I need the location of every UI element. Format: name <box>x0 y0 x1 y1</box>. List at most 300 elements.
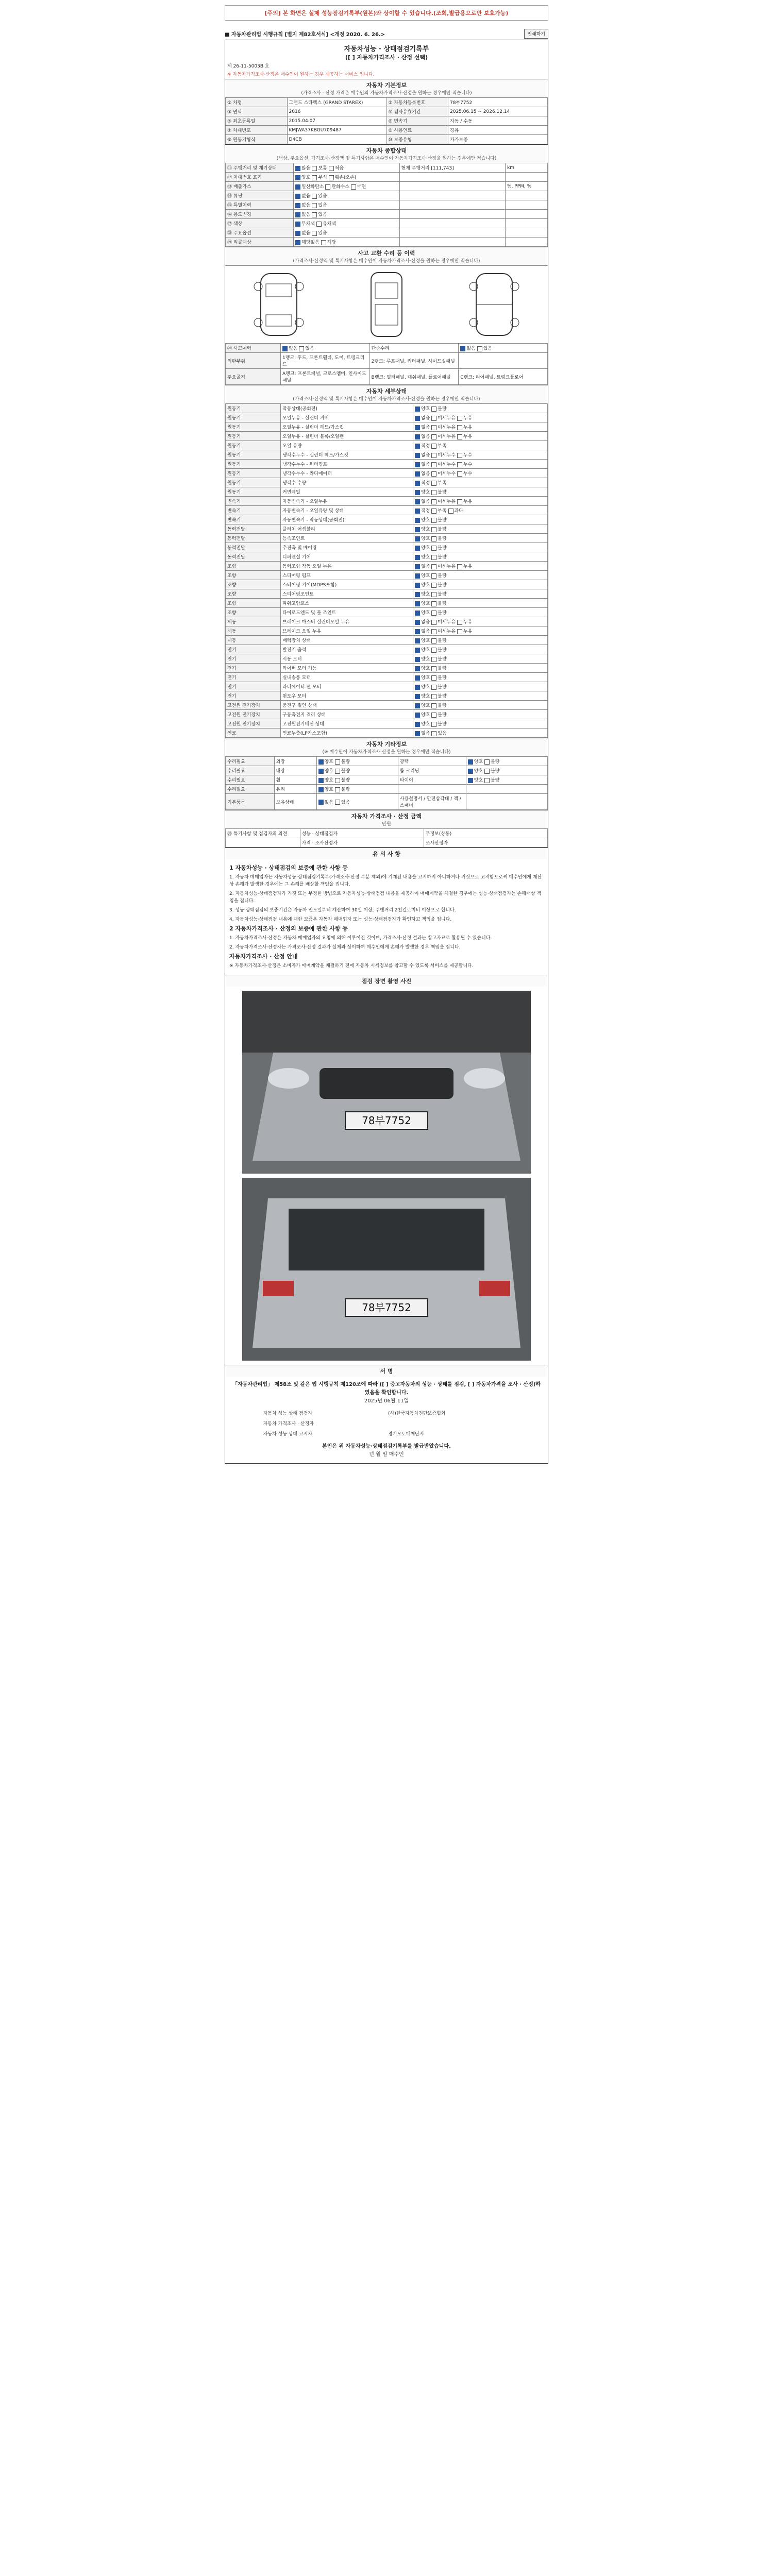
plate-front: 78부7752 <box>362 1114 411 1127</box>
detail-item: 와이퍼 모터 기능 <box>281 664 413 673</box>
checkbox-icon[interactable] <box>457 629 462 634</box>
detail-item: 자동변속기 - 오일누유 <box>281 497 413 506</box>
checkbox-icon[interactable] <box>321 240 326 245</box>
status-unit <box>506 219 548 228</box>
checkbox-icon[interactable] <box>415 638 420 643</box>
option-label: 없음 <box>421 416 432 421</box>
option-label: 양호 <box>421 536 432 541</box>
detail-group: 제동 <box>226 636 281 645</box>
checkbox-icon[interactable] <box>415 425 420 430</box>
checkbox-icon[interactable] <box>431 722 436 727</box>
detail-options <box>413 673 548 682</box>
checkbox-icon[interactable] <box>295 203 300 208</box>
desc-heading-3: 자동차가격조사 · 산정 안내 <box>229 953 298 960</box>
red-note: ※ 자동차가격조사·산정은 매수인이 원하는 경우 제공하는 서비스 입니다. <box>227 72 375 77</box>
checkbox-icon[interactable] <box>431 703 436 708</box>
checkbox-icon[interactable] <box>431 434 436 439</box>
detail-group: 변속기 <box>226 506 281 515</box>
status-label: ⑯ 용도변경 <box>226 210 294 219</box>
table-row <box>226 589 548 599</box>
checkbox-icon[interactable] <box>431 666 436 671</box>
checkbox-icon[interactable] <box>457 416 462 421</box>
checkbox-icon[interactable] <box>431 611 436 616</box>
checkbox-icon[interactable] <box>415 509 420 514</box>
checkbox-icon[interactable] <box>415 453 420 458</box>
option-label: 미세누수 <box>438 471 457 477</box>
price-options <box>466 785 547 794</box>
status-unit <box>506 210 548 219</box>
option-label: 양호 <box>421 406 432 412</box>
field-value: 2015.04.07 <box>287 116 386 126</box>
checkbox-icon[interactable] <box>457 620 462 625</box>
form-meta <box>225 62 548 69</box>
detail-group: 변속기 <box>226 515 281 524</box>
section-title: 자동차 종합상태 <box>366 147 407 154</box>
checkbox-icon[interactable] <box>415 499 420 504</box>
detail-group: 전기 <box>226 691 281 701</box>
detail-options <box>413 608 548 617</box>
accident-label: 외판부위 <box>226 353 281 369</box>
detail-item: 작동상태(공회전) <box>281 404 413 413</box>
option-label: 양호 <box>324 759 335 765</box>
option-label: 불량 <box>438 555 447 560</box>
status-detail <box>399 191 506 200</box>
option-label: 훼손(오손) <box>334 175 357 180</box>
checkbox-icon[interactable] <box>415 546 420 551</box>
option-label: 누수 <box>463 462 473 467</box>
detail-options <box>413 645 548 654</box>
checkbox-icon[interactable] <box>431 425 436 430</box>
field-value: KMJWA37KBGU709487 <box>287 126 386 135</box>
checkbox-icon[interactable] <box>329 166 334 171</box>
table-row <box>226 524 548 534</box>
table-row <box>226 636 548 645</box>
status-options <box>294 191 400 200</box>
checkbox-icon[interactable] <box>415 722 420 727</box>
checkbox-icon[interactable] <box>325 184 330 190</box>
checkbox-icon[interactable] <box>431 592 436 597</box>
detail-options <box>413 469 548 478</box>
field-label: ⑧ 사용연료 <box>386 126 448 135</box>
checkbox-icon[interactable] <box>431 471 436 477</box>
price-item: 룸 크리닝 <box>398 766 466 775</box>
option-label: 없음 <box>421 499 432 504</box>
option-label: 매연 <box>357 184 366 190</box>
checkbox-icon[interactable] <box>431 444 436 449</box>
option-label: 양호 <box>301 175 312 180</box>
checkbox-icon[interactable] <box>415 666 420 671</box>
price-item: 타이어 <box>398 775 466 785</box>
option-label: 없음 <box>421 434 432 439</box>
section-description <box>225 848 548 859</box>
option-label: 없음 <box>421 425 432 430</box>
table-row <box>226 785 548 794</box>
checkbox-icon[interactable] <box>431 675 436 681</box>
checkbox-icon[interactable] <box>295 166 300 171</box>
option-label: 없음 <box>421 453 432 458</box>
option-label: 양호 <box>474 778 484 783</box>
detail-options <box>413 478 548 487</box>
table-row <box>226 682 548 691</box>
plate-rear: 78부7752 <box>362 1301 411 1314</box>
option-label: 무채색 <box>301 222 316 227</box>
checkbox-icon[interactable] <box>335 778 340 783</box>
detail-group: 연료 <box>226 728 281 738</box>
option-label: 없음 <box>466 346 477 351</box>
option-label: 불량 <box>491 769 500 774</box>
checkbox-icon[interactable] <box>431 462 436 467</box>
option-label: 양호 <box>421 722 432 727</box>
detail-options <box>413 413 548 422</box>
status-detail: 현재 주행거리 [111,743] <box>399 163 506 173</box>
checkbox-icon[interactable] <box>457 425 462 430</box>
checkbox-icon[interactable] <box>431 416 436 421</box>
checkbox-icon[interactable] <box>431 583 436 588</box>
option-label: 누수 <box>463 453 473 458</box>
option-label: 일산화탄소 <box>301 184 326 190</box>
checkbox-icon[interactable] <box>415 694 420 699</box>
price-item: 광택 <box>398 757 466 766</box>
checkbox-icon[interactable] <box>415 629 420 634</box>
detail-options <box>413 682 548 691</box>
table-row <box>226 794 548 810</box>
accident-rank: 2랭크: 루프패널, 쿼터패널, 사이드실패널 <box>369 353 459 369</box>
checkbox-icon[interactable] <box>318 759 324 765</box>
option-label: 양호 <box>421 601 432 606</box>
detail-options <box>413 654 548 664</box>
status-label: ⑲ 리콜대상 <box>226 238 294 247</box>
option-label: 누유 <box>463 499 473 504</box>
option-label: 부족 <box>438 444 447 449</box>
price-item <box>398 785 466 794</box>
checkbox-icon[interactable] <box>431 527 436 532</box>
checkbox-icon[interactable] <box>295 222 300 227</box>
detail-item: 스티어링 기어(MDPS포함) <box>281 580 413 589</box>
checkbox-icon[interactable] <box>431 555 436 560</box>
checkbox-icon[interactable] <box>335 800 340 805</box>
checkbox-icon[interactable] <box>468 778 473 783</box>
table-row <box>226 719 548 728</box>
table-row <box>226 571 548 580</box>
table-row <box>226 515 548 524</box>
checkbox-icon[interactable] <box>415 527 420 532</box>
checkbox-icon[interactable] <box>312 166 317 171</box>
checkbox-icon[interactable] <box>457 564 462 569</box>
detail-group: 원동기 <box>226 469 281 478</box>
checkbox-icon[interactable] <box>431 564 436 569</box>
checkbox-icon[interactable] <box>431 453 436 458</box>
field-label: ⑦ 차대번호 <box>226 126 288 135</box>
detail-table <box>225 403 548 738</box>
detail-group: 동력전달 <box>226 534 281 543</box>
checkbox-icon[interactable] <box>415 675 420 681</box>
table-row <box>226 757 548 766</box>
checkbox-icon[interactable] <box>457 499 462 504</box>
checkbox-icon[interactable] <box>468 759 473 765</box>
status-label: ⑪ 주행거리 및 계기상태 <box>226 163 294 173</box>
checkbox-icon[interactable] <box>295 212 300 217</box>
checkbox-icon[interactable] <box>295 240 300 245</box>
checkbox-icon[interactable] <box>335 759 340 765</box>
detail-item: 브레이크 오일 누유 <box>281 626 413 636</box>
checkbox-icon[interactable] <box>335 787 340 792</box>
option-label: 불량 <box>341 759 350 765</box>
checkbox-icon[interactable] <box>431 648 436 653</box>
checkbox-icon[interactable] <box>431 657 436 662</box>
checkbox-icon[interactable] <box>415 592 420 597</box>
table-row <box>226 369 548 385</box>
detail-options <box>413 543 548 552</box>
field-value: D4CB <box>287 135 386 144</box>
detail-item: 오일누유 - 실린더 커버 <box>281 413 413 422</box>
checkbox-icon[interactable] <box>431 629 436 634</box>
checkbox-icon[interactable] <box>468 769 473 774</box>
checkbox-icon[interactable] <box>431 731 436 736</box>
option-label: 불량 <box>341 787 350 792</box>
print-button[interactable]: 인쇄하기 <box>524 29 548 39</box>
sign-block <box>225 1377 548 1463</box>
table-row <box>226 432 548 441</box>
checkbox-icon[interactable] <box>415 555 420 560</box>
checkbox-icon[interactable] <box>415 573 420 579</box>
checkbox-icon[interactable] <box>484 769 490 774</box>
detail-group: 전기 <box>226 654 281 664</box>
checkbox-icon[interactable] <box>295 184 300 190</box>
table-row <box>226 353 548 369</box>
option-label: 미세누유 <box>438 564 457 569</box>
checkbox-icon[interactable] <box>431 499 436 504</box>
option-label: 불량 <box>438 638 447 643</box>
status-options <box>294 228 400 238</box>
price-item: 휠 <box>274 775 316 785</box>
field-label: ⑩ 보증유형 <box>386 135 448 144</box>
detail-group: 동력전달 <box>226 524 281 534</box>
option-label: 양호 <box>474 769 484 774</box>
option-label: 없음 <box>324 800 335 805</box>
checkbox-icon[interactable] <box>415 657 420 662</box>
section-photos <box>225 975 548 987</box>
price-options <box>466 794 547 810</box>
checkbox-icon[interactable] <box>415 731 420 736</box>
checkbox-icon[interactable] <box>295 194 300 199</box>
option-label: 양호 <box>421 685 432 690</box>
checkbox-icon[interactable] <box>415 406 420 412</box>
option-label: 없음 <box>421 629 432 634</box>
section-note: (가격조사 · 산정 가격은 매수인의 자동차가격조사·산정을 원하는 경우에만 적습니다) <box>301 91 472 96</box>
field-label: ⑨ 원동기형식 <box>226 135 288 144</box>
checkbox-icon[interactable] <box>431 536 436 541</box>
option-label: 불량 <box>491 778 500 783</box>
blank-cell <box>226 838 300 848</box>
checkbox-icon[interactable] <box>431 694 436 699</box>
detail-item: 오일누유 - 실린더 블록/오일팬 <box>281 432 413 441</box>
detail-item: 자동변속기 - 작동상태(공회전) <box>281 515 413 524</box>
checkbox-icon[interactable] <box>299 346 304 351</box>
table-row <box>226 562 548 571</box>
description-body <box>225 859 548 975</box>
checkbox-icon[interactable] <box>415 434 420 439</box>
option-label: 양호 <box>324 787 335 792</box>
checkbox-icon[interactable] <box>415 703 420 708</box>
option-label: 보통 <box>318 166 329 171</box>
detail-options <box>413 710 548 719</box>
checkbox-icon[interactable] <box>312 231 317 236</box>
status-options <box>294 219 400 228</box>
status-unit <box>506 191 548 200</box>
inspector-note: 무정보(상동) <box>424 829 547 838</box>
table-row <box>226 441 548 450</box>
option-label: 양호 <box>421 583 432 588</box>
detail-group: 변속기 <box>226 497 281 506</box>
checkbox-icon[interactable] <box>431 601 436 606</box>
checkbox-icon[interactable] <box>415 620 420 625</box>
page <box>225 5 548 1464</box>
signer-value: (사)한국자동차진단보증협회 <box>388 1411 446 1416</box>
checkbox-icon[interactable] <box>431 620 436 625</box>
accident-label: 단순수리 <box>369 344 459 353</box>
checkbox-icon[interactable] <box>282 346 288 351</box>
detail-group: 조향 <box>226 589 281 599</box>
checkbox-icon[interactable] <box>448 509 453 514</box>
checkbox-icon[interactable] <box>457 471 462 477</box>
detail-options <box>413 571 548 580</box>
checkbox-icon[interactable] <box>312 194 317 199</box>
price-group: 수리필요 <box>226 757 275 766</box>
checkbox-icon[interactable] <box>295 231 300 236</box>
checkbox-icon[interactable] <box>312 212 317 217</box>
detail-item: 냉각수 수량 <box>281 478 413 487</box>
signer-value: 경기오토매매단지 <box>388 1432 424 1437</box>
section-car-info <box>225 79 548 97</box>
checkbox-icon[interactable] <box>484 759 490 765</box>
detail-options <box>413 506 548 515</box>
checkbox-icon[interactable] <box>431 406 436 412</box>
checkbox-icon[interactable] <box>295 175 300 180</box>
checkbox-icon[interactable] <box>431 490 436 495</box>
buyer-sign-line: 년 월 일 매수인 <box>369 1452 404 1458</box>
checkbox-icon[interactable] <box>457 453 462 458</box>
checkbox-icon[interactable] <box>351 184 356 190</box>
option-label: 불량 <box>438 694 447 699</box>
checkbox-icon[interactable] <box>415 648 420 653</box>
detail-group: 전기 <box>226 682 281 691</box>
option-label: 불량 <box>438 713 447 718</box>
detail-group: 고전원 전기장치 <box>226 719 281 728</box>
detail-item: 고전원전기배선 상태 <box>281 719 413 728</box>
checkbox-icon[interactable] <box>415 611 420 616</box>
option-label: 누유 <box>463 425 473 430</box>
option-label: 불량 <box>438 675 447 681</box>
detail-options <box>413 701 548 710</box>
option-label: 불량 <box>438 611 447 616</box>
checkbox-icon[interactable] <box>415 536 420 541</box>
checkbox-icon[interactable] <box>431 685 436 690</box>
table-row <box>226 238 548 247</box>
detail-group: 원동기 <box>226 478 281 487</box>
checkbox-icon[interactable] <box>318 787 324 792</box>
checkbox-icon[interactable] <box>329 175 334 180</box>
checkbox-icon[interactable] <box>415 416 420 421</box>
checkbox-icon[interactable] <box>316 222 322 227</box>
field-value: 경유 <box>448 126 548 135</box>
notice-banner: [주의] 본 화면은 실제 성능점검기록부(원본)와 상이할 수 있습니다.(조회,발급용으로만 보호가능) <box>225 5 548 21</box>
checkbox-icon[interactable] <box>457 434 462 439</box>
checkbox-icon[interactable] <box>415 685 420 690</box>
checkbox-icon[interactable] <box>415 444 420 449</box>
checkbox-icon[interactable] <box>457 462 462 467</box>
table-row <box>226 710 548 719</box>
checkbox-icon[interactable] <box>318 800 324 805</box>
checkbox-icon[interactable] <box>431 546 436 551</box>
checkbox-icon[interactable] <box>431 518 436 523</box>
checkbox-icon[interactable] <box>460 346 465 351</box>
option-label: 있음 <box>483 346 492 351</box>
checkbox-icon[interactable] <box>415 564 420 569</box>
table-row <box>226 460 548 469</box>
table-row <box>226 422 548 432</box>
option-label: 양호 <box>324 778 335 783</box>
price-group: 수리필요 <box>226 775 275 785</box>
detail-group: 조향 <box>226 562 281 571</box>
desc-para: 3. 성능·상태점검의 보증기간은 자동차 인도일부터 계산하여 30일 이상, 주행거리 2천킬로미터 이상으로 합니다. <box>229 908 456 913</box>
checkbox-icon[interactable] <box>415 713 420 718</box>
option-label: 유채색 <box>322 222 337 227</box>
checkbox-icon[interactable] <box>477 346 482 351</box>
detail-options <box>413 422 548 432</box>
checkbox-icon[interactable] <box>431 638 436 643</box>
table-row <box>226 673 548 682</box>
checkbox-icon[interactable] <box>415 601 420 606</box>
section-title: 자동차 기타정보 <box>366 741 407 748</box>
price-options <box>466 757 547 766</box>
option-label: 양호 <box>474 759 484 765</box>
option-label: 불량 <box>341 778 350 783</box>
checkbox-icon[interactable] <box>312 203 317 208</box>
table-row <box>226 626 548 636</box>
sign-date: 2025년 06월 11일 <box>364 1398 409 1404</box>
option-label: 양호 <box>324 769 335 774</box>
checkbox-icon[interactable] <box>431 509 436 514</box>
checkbox-icon[interactable] <box>431 713 436 718</box>
car-side-view-icon <box>463 268 525 341</box>
checkbox-icon[interactable] <box>415 462 420 467</box>
detail-item: 파워고압호스 <box>281 599 413 608</box>
option-label: 불량 <box>438 583 447 588</box>
checkbox-icon[interactable] <box>415 471 420 477</box>
field-value: 자동 / 수동 <box>448 116 548 126</box>
status-detail <box>399 219 506 228</box>
checkbox-icon[interactable] <box>415 583 420 588</box>
checkbox-icon[interactable] <box>431 481 436 486</box>
table-row <box>226 645 548 654</box>
field-label: ⑤ 최초등록일 <box>226 116 288 126</box>
detail-group: 원동기 <box>226 432 281 441</box>
checkbox-icon[interactable] <box>312 175 317 180</box>
checkbox-icon[interactable] <box>318 778 324 783</box>
checkbox-icon[interactable] <box>415 481 420 486</box>
signer-label: 자동차 성능 상태 점검자 <box>263 1411 313 1416</box>
car-info-table <box>225 97 548 144</box>
checkbox-icon[interactable] <box>318 769 324 774</box>
option-label: 양호 <box>421 490 432 495</box>
checkbox-icon[interactable] <box>431 573 436 579</box>
checkbox-icon[interactable] <box>415 490 420 495</box>
checkbox-icon[interactable] <box>415 518 420 523</box>
section-title: 자동차 세부상태 <box>366 388 407 395</box>
checkbox-icon[interactable] <box>484 778 490 783</box>
checkbox-icon[interactable] <box>335 769 340 774</box>
detail-options <box>413 626 548 636</box>
